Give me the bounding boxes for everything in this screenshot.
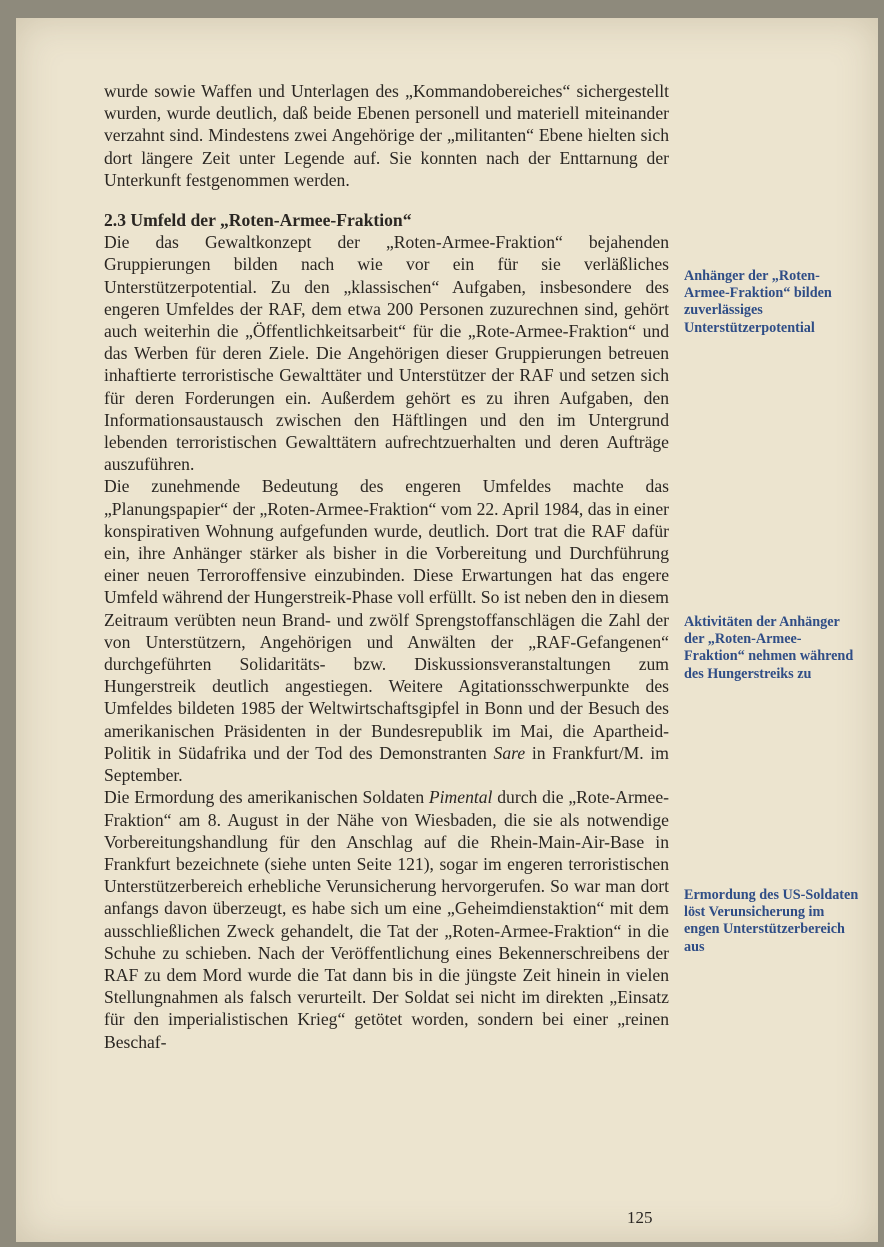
margin-note-supporters: Anhänger der „Roten-Armee-Fraktion“ bilden zuverlässiges Unterstützerpotential [684,268,832,336]
paragraph-3 [104,786,669,1052]
paragraph-3-name: Pimental [428,787,493,808]
paragraph-3-text-a: Die Ermordung des amerikanischen Soldaten [104,787,429,808]
paragraph-2-text-b: in Frankfurt/M. im September. [104,742,669,786]
paragraph-2 [104,475,669,786]
margin-note-murder: Ermordung des US-Soldaten löst Verunsicherung im engen Unterstützerbereich aus [684,887,859,955]
intro-paragraph: wurde sowie Waffen und Unterlagen des „Kommandobereiches“ sichergestellt wurden, wurde deutlich, daß beide Ebenen personell und materiell miteinander verzahnt sind. Mindestens zwei Angehörige der „militanten“ Ebene hielten sich dort längere Zeit unter Legende auf. Sie konnten nach der Enttarnung der Unterkunft festgenommen werden. [104,81,669,190]
margin-note-activities: Aktivitäten der Anhänger der „Roten-Armee-Fraktion“ nehmen während des Hungerstreiks zu [684,614,854,682]
paragraph-2-text-a: Die zunehmende Bedeutung des engeren Umfeldes machte das „Planungspapier“ der „Roten-Armee-Fraktion“ vom 22. April 1984, das in einer konspirativen Wohnung aufgefunden wurde, deutlich. Dort trat die RAF dafür ein, ihre Anhänger stärker als bisher in die Vorbereitung und Durchführung einer neuen Terroroffensive einzubinden. Diese Erwartungen hat das engere Umfeld während der Hungerstreik-Phase voll erfüllt. So ist neben den in diesem Zeitraum verübten neun Brand- und zwölf Sprengstoffanschlägen die Zahl der von Unterstützern, Angehörigen und Anwälten der „RAF-Gefangenen“ durchgeführten Solidaritäts- bzw. Diskussionsveranstaltungen zum Hungerstreik deutlich angestiegen. Weitere Agitationsschwerpunkte des Umfeldes bildeten 1985 der Weltwirtschaftsgipfel in Bonn und der Besuch des amerikanischen Präsidenten in der Bundesrepublik im Mai, die Apartheid-Politik in Südafrika und der Tod des Demonstranten [104,476,669,763]
paragraph-1: Die das Gewaltkonzept der „Roten-Armee-Fraktion“ bejahenden Gruppierungen bilden nach wie vor ein für sie verläßliches Unterstützerpotential. Zu den „klassischen“ Aufgaben, insbesondere des engeren Umfeldes der RAF, dem etwa 200 Personen zuzurechnen sind, gehört auch weiterhin die „Öffentlichkeitsarbeit“ für die „Rote-Armee-Fraktion“ und das Werben für deren Ziele. Die Angehörigen dieser Gruppierungen betreuen inhaftierte terroristische Gewalttäter und Unterstützer der RAF und setzen sich für deren Forderungen ein. Außerdem gehört es zu ihren Aufgaben, den Informationsaustausch zwischen den Häftlingen und den im Untergrund lebenden terroristischen Gewalttätern aufrechtzuerhalten und deren Aufträge auszuführen. [104,232,669,475]
main-text-column [104,80,669,1053]
document-page [16,18,878,1242]
paragraph-2-name: Sare [493,742,526,763]
paragraph-3-text-b: durch die „Rote-Armee-Fraktion“ am 8. August in der Nähe von Wiesbaden, die sie als notwendige Vorbereitungshandlung für den Anschlag auf die Rhein-Main-Air-Base in Frankfurt bezeichnete (siehe unten Seite 121), sogar im engeren terroristischen Unterstützerbereich erhebliche Verunsicherung hervorgerufen. So war man dort anfangs davon überzeugt, es habe sich um eine „Geheimdienstaktion“ mit dem ausschließlichen Zweck gehandelt, die Tat der „Roten-Armee-Fraktion“ in die Schuhe zu schieben. Nach der Veröffentlichung eines Bekennerschreibens der RAF zu dem Mord wurde die Tat dann bis in die jüngste Zeit hinein in vielen Stellungnahmen als falsch verurteilt. Der Soldat sei nicht im direkten „Einsatz für den imperialistischen Krieg“ getötet worden, sondern bei einer „reinen Beschaf- [104,787,670,1052]
page-number: 125 [627,1208,653,1227]
section-heading: 2.3 Umfeld der „Roten-Armee-Fraktion“ [104,210,412,231]
